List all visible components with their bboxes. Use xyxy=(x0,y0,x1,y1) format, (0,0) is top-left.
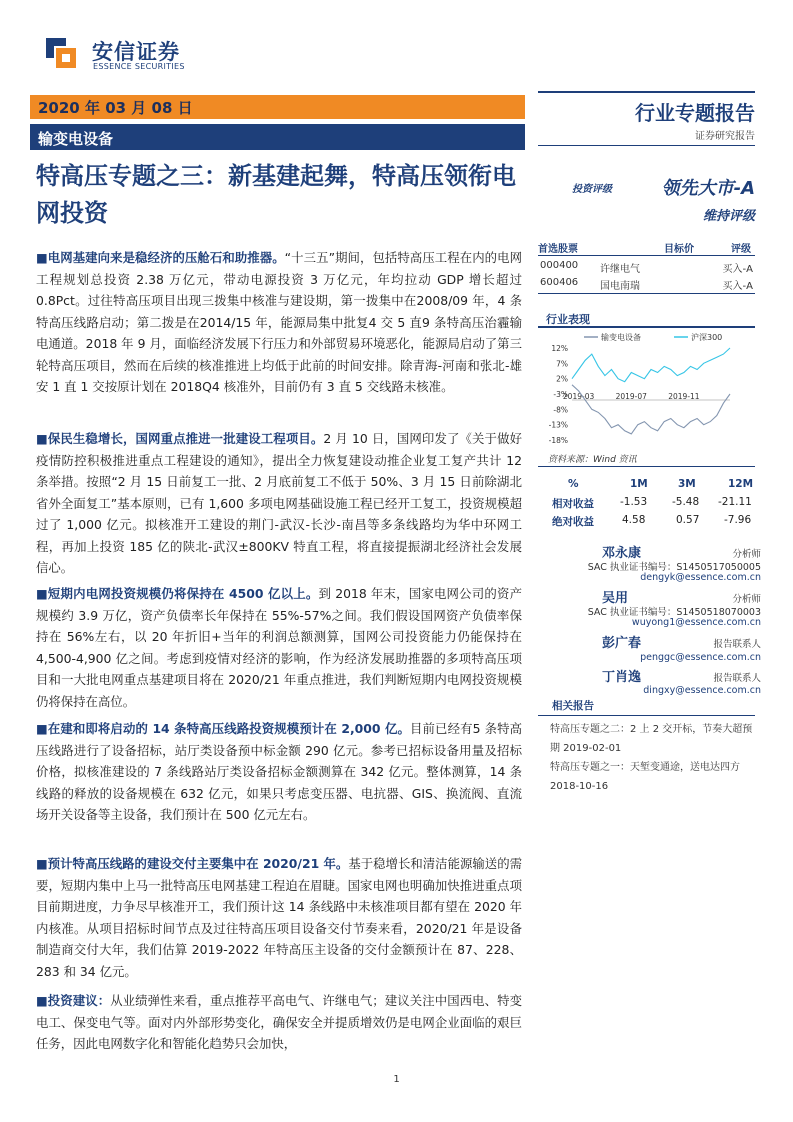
analyst-card xyxy=(538,632,763,664)
perf-value: -21.11 xyxy=(718,496,752,508)
legend-label: 输变电设备 xyxy=(601,333,641,342)
stock-rating: 买入-A xyxy=(722,264,753,275)
stocks-table-header xyxy=(538,239,755,256)
y-tick-label: -13% xyxy=(548,420,568,430)
paragraph-text: 到 2018 年末，国家电网公司的资产规模约 3.9 万亿，资产负债率长年保持在 55%-57%之间。我们假设国网资产负债率保持在 56%左右，以 20 年折旧+当年的利润总额测算，国网公司投资能力仍能保持在 4,500-4,900 亿之间。考虑到疫情对经济的影响，作为经济发展助推器的多项特高压项目和一大批电网重点基建项目将在 2020/21 年重点推进，我们判断短期内电网投资规模仍将保持在高位。 xyxy=(36,586,522,709)
page-title: 特高压专题之三：新基建起舞，特高压领衔电网投资 xyxy=(36,162,516,227)
perf-value: -7.96 xyxy=(724,514,752,526)
body-paragraph xyxy=(36,853,522,982)
perf-col-header: 1M xyxy=(630,478,648,490)
stock-row xyxy=(538,258,755,275)
stock-rating: 买入-A xyxy=(722,281,753,292)
perf-value: -1.53 xyxy=(620,496,648,508)
body-paragraph xyxy=(36,990,522,1055)
divider xyxy=(538,293,755,294)
stock-code: 000400 xyxy=(540,260,579,271)
analyst-role: 报告联系人 xyxy=(713,673,761,684)
divider xyxy=(538,466,755,467)
divider xyxy=(538,91,755,93)
analyst-name: 吴用 xyxy=(602,591,629,606)
paragraph-text: “十三五”期间，包括特高压工程在内的电网工程规划总投资 2.38 万亿元，带动电源投资 3 万亿元，年均拉动 GDP 增长超过 0.8Pct。过往特高压项目出现三拨集中核准与建设期，第一拨集中在2008/09 年，4 条特高压线路启动；第二拨是在2014/15 年，能源局集中批复4 交 5 直9 条特高压治霾输电通道。2018 年 9 月，面临经济发展下行压力和外部贸易环境恶化，能源局启动了第三轮特高压项目，然而在后续的核准推进上均低于此前的时间安排。除青海-河南和张北-雄安 1 直 1 交按原计划在 2018Q4 核准外，目前仍有 3 直 5 交线路未核准。 xyxy=(36,250,522,394)
analyst-card xyxy=(538,542,763,582)
x-tick-label: 2019-07 xyxy=(615,392,647,401)
performance-table xyxy=(538,476,755,530)
paragraph-text: 2 月 10 日，国网印发了《关于做好疫情防控积极推进重点工程建设的通知》，提出全力恢复建设动推企业复工复产共计 12 条举措。按照“2 月 15 日前复工一批、2 月底前复工不低于 50%、3 月 15 日前除湖北省外全面复工”基本原则，已有 1,600 多项电网基础设施工程已经开工复工，投资规模超过了 1,000 亿元。拟核准开工建设的荆门-武汉-长沙-南昌等多条线路均为华中环网工程，再加上投资 185 亿的陕北-武汉±800KV 特直工程，将直接提振湖北经济社会发展信心。 xyxy=(36,431,522,575)
perf-value: -5.48 xyxy=(672,496,700,508)
paragraph-text: 从业绩弹性来看，重点推荐平高电气、许继电气；建议关注中国西电、特变电工、保变电气等。面对内外部形势变化，确保安全并提质增效仍是电网企业面临的艰巨任务，因此电网数字化和智能化趋势只会加快， xyxy=(36,993,522,1051)
brand-name-en: ESSENCE SECURITIES xyxy=(93,62,185,71)
stocks-header-pick: 首选股票 xyxy=(538,244,578,255)
analyst-card xyxy=(538,587,763,627)
y-tick-label: -8% xyxy=(553,405,568,415)
related-report-item[interactable]: 特高压专题之一：天堑变通途，送电达四方 2018-10-16 xyxy=(550,762,740,792)
analyst-name: 彭广春 xyxy=(602,636,642,651)
x-tick-label: 2019-11 xyxy=(668,392,700,401)
paragraph-text: 基于稳增长和清洁能源输送的需要，短期内集中上马一批特高压电网基建工程迫在眉睫。国家电网也明确加快推进重点项目前期进度，力争尽早核准开工，我们预计这 14 条线路中未核准项目都有望在 2020 年内核准。从项目招标时间节点及过往特高压项目设备交付节奏来看，2020/21 年是设备制造商交付大年，我们估算 2019-2022 年特高压主设备的交付金额预计在 87、228、283 和 34 亿元。 xyxy=(36,856,523,979)
analyst-email[interactable]: penggc@essence.com.cn xyxy=(640,652,761,663)
y-tick-label: 12% xyxy=(551,344,568,353)
related-report-item[interactable]: 特高压专题之二：2 上 2 交开标，节奏大超预期 2019-02-01 xyxy=(550,724,753,754)
paragraph-lead: ■电网基建向来是稳经济的压舱石和助推器。 xyxy=(36,250,285,265)
analyst-name: 丁肖逸 xyxy=(602,670,642,685)
body-paragraph xyxy=(36,583,522,712)
analyst-license: SAC 执业证书编号：S1450518070003 xyxy=(587,607,761,618)
report-subtype: 证券研究报告 xyxy=(695,131,755,142)
perf-col-header: 3M xyxy=(678,478,696,490)
performance-row xyxy=(538,494,755,512)
perf-row-label: 相对收益 xyxy=(552,498,594,510)
analyst-name: 邓永康 xyxy=(602,546,642,561)
analyst-card xyxy=(538,666,763,698)
perf-row-label: 绝对收益 xyxy=(552,516,594,528)
paragraph-lead: ■在建和即将启动的 14 条特高压线路投资规模预计在 2,000 亿。 xyxy=(36,721,411,736)
performance-title-text: 行业表现 xyxy=(546,313,590,326)
perf-col-header: % xyxy=(568,478,579,490)
legend-label: 沪深300 xyxy=(691,333,723,342)
analyst-email[interactable]: dengyk@essence.com.cn xyxy=(640,572,761,583)
perf-col-header: 12M xyxy=(728,478,754,490)
body-paragraph xyxy=(36,428,522,579)
performance-header-row xyxy=(538,476,755,494)
perf-value: 4.58 xyxy=(622,514,646,526)
stock-name: 许继电气 xyxy=(600,264,640,275)
analyst-email[interactable]: wuyong1@essence.com.cn xyxy=(631,617,761,628)
performance-title xyxy=(538,310,755,328)
sector-name: 输变电设备 xyxy=(38,130,114,148)
analyst-role: 分析师 xyxy=(732,549,761,560)
related-reports-title xyxy=(538,698,755,716)
analyst-license: SAC 执业证书编号：S1450517050005 xyxy=(587,562,761,573)
y-tick-label: 7% xyxy=(556,359,568,369)
stocks-header-target: 目标价 xyxy=(664,244,694,255)
analyst-email[interactable]: dingxy@essence.com.cn xyxy=(643,685,761,696)
paragraph-lead: ■投资建议： xyxy=(36,993,111,1008)
y-tick-label: 2% xyxy=(556,374,568,384)
body-paragraph xyxy=(36,247,522,398)
perf-value: 0.57 xyxy=(676,514,700,526)
rating-label: 投资评级 xyxy=(572,184,612,195)
essence-logo-icon xyxy=(44,36,78,70)
brand-logo xyxy=(44,34,204,74)
report-date: 2020 年 03 月 08 日 xyxy=(38,99,193,117)
rating-status: 维持评级 xyxy=(702,209,755,224)
related-reports xyxy=(550,720,760,796)
paragraph-text: 目前已经有5 条特高压线路进行了设备招标，站厅类设备预中标金额 290 亿元。参考已招标设备用量及招标价格，拟核准建设的 7 条线路站厅类设备招标金额测算在 342 亿元。整体测算，14 条线路的释放的设备规模在 632 亿元，如果只考虑变压器、电抗器、GIS、换流阀、直流场开关设备等主设备，我们预计在 500 亿元左右。 xyxy=(36,721,522,822)
x-tick-label: 2019-03 xyxy=(562,392,595,401)
stock-row xyxy=(538,275,755,292)
page-number: 1 xyxy=(393,1074,400,1085)
paragraph-lead: ■预计特高压线路的建设交付主要集中在 2020/21 年。 xyxy=(36,856,349,871)
y-tick-label: -18% xyxy=(548,436,568,445)
performance-row xyxy=(538,512,755,530)
stocks-header-rating: 评级 xyxy=(731,244,751,255)
y-tick-label: -3% xyxy=(553,390,568,399)
analyst-role: 报告联系人 xyxy=(713,639,761,650)
body-paragraph xyxy=(36,718,522,826)
related-title-text: 相关报告 xyxy=(552,700,594,712)
series-line-hs300 xyxy=(572,348,730,382)
paragraph-lead: ■短期内电网投资规模仍将保持在 4500 亿以上。 xyxy=(36,586,319,601)
series-line-sector xyxy=(572,385,730,434)
brand-name-cn: 安信证券 xyxy=(92,40,180,64)
analyst-role: 分析师 xyxy=(732,594,761,605)
divider xyxy=(538,145,755,146)
stock-name: 国电南瑞 xyxy=(600,281,640,292)
paragraph-lead: ■保民生稳增长，国网重点推进一批建设工程项目。 xyxy=(36,431,324,446)
chart-source: 资料来源：Wind 资讯 xyxy=(548,455,637,465)
stock-code: 600406 xyxy=(540,277,579,288)
performance-chart xyxy=(540,328,755,448)
rating-value: 领先大市-A xyxy=(661,178,755,199)
report-type: 行业专题报告 xyxy=(635,101,755,125)
